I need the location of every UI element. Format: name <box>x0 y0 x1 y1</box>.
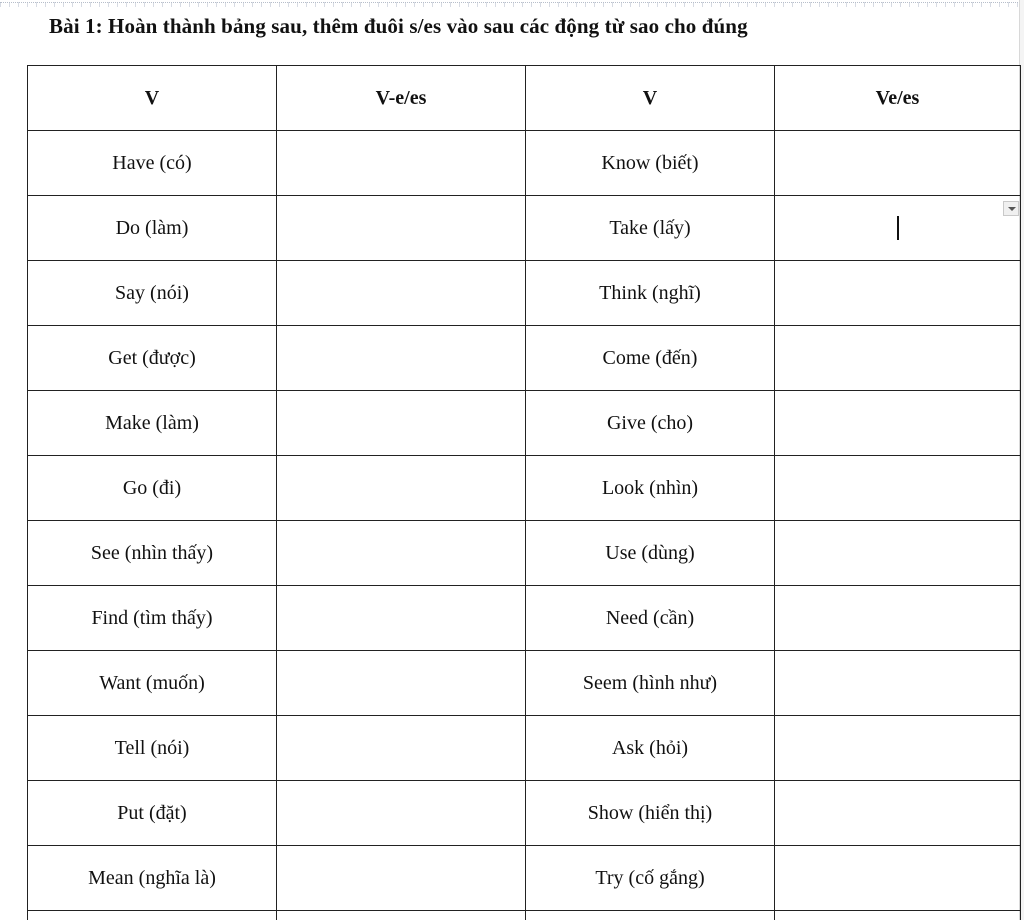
table-row <box>28 261 1021 326</box>
verb-cell: Try (cố gắng) <box>526 846 775 911</box>
answer-cell[interactable] <box>775 261 1021 326</box>
verb-cell: Come (đến) <box>526 326 775 391</box>
answer-cell[interactable] <box>277 651 526 716</box>
empty-cell <box>526 911 775 920</box>
verb-cell: Need (cần) <box>526 586 775 651</box>
table-row <box>28 131 1021 196</box>
table-row-partial <box>28 911 1021 920</box>
table-row <box>28 196 1021 261</box>
table-row <box>28 781 1021 846</box>
table-row <box>28 651 1021 716</box>
answer-cell[interactable] <box>277 131 526 196</box>
verb-cell: Seem (hình như) <box>526 651 775 716</box>
verb-cell: Tell (nói) <box>28 716 277 781</box>
verb-cell: Say (nói) <box>28 261 277 326</box>
text-cursor <box>897 216 899 240</box>
answer-cell[interactable] <box>775 521 1021 586</box>
table-row <box>28 586 1021 651</box>
answer-cell[interactable] <box>277 261 526 326</box>
header-verb-es-1: V-e/es <box>277 66 526 131</box>
verb-cell: Put (đặt) <box>28 781 277 846</box>
exercise-title: Bài 1: Hoàn thành bảng sau, thêm đuôi s/es vào sau các động từ sao cho đúng <box>49 14 748 38</box>
answer-cell[interactable] <box>775 131 1021 196</box>
answer-cell[interactable] <box>277 846 526 911</box>
answer-cell[interactable] <box>277 196 526 261</box>
answer-cell[interactable] <box>277 391 526 456</box>
answer-cell[interactable] <box>775 586 1021 651</box>
verb-cell: Think (nghĩ) <box>526 261 775 326</box>
empty-cell <box>277 911 526 920</box>
table-row <box>28 456 1021 521</box>
verb-cell: Have (có) <box>28 131 277 196</box>
table-row <box>28 521 1021 586</box>
table-header-row <box>28 66 1021 131</box>
verb-cell: Show (hiển thị) <box>526 781 775 846</box>
verb-cell: See (nhìn thấy) <box>28 521 277 586</box>
dropdown-arrow-icon[interactable] <box>1003 201 1019 216</box>
answer-cell[interactable] <box>775 846 1021 911</box>
answer-cell[interactable] <box>775 326 1021 391</box>
answer-cell[interactable] <box>775 456 1021 521</box>
answer-cell[interactable] <box>277 326 526 391</box>
verb-cell: Find (tìm thấy) <box>28 586 277 651</box>
verb-cell: Know (biết) <box>526 131 775 196</box>
answer-cell[interactable] <box>277 781 526 846</box>
verb-cell: Make (làm) <box>28 391 277 456</box>
answer-cell[interactable] <box>277 586 526 651</box>
answer-cell-active[interactable] <box>775 196 1021 261</box>
answer-cell[interactable] <box>775 651 1021 716</box>
table-row <box>28 326 1021 391</box>
verb-cell: Mean (nghĩa là) <box>28 846 277 911</box>
empty-cell <box>775 911 1021 920</box>
header-verb-es-2: Ve/es <box>775 66 1021 131</box>
header-verb-2: V <box>526 66 775 131</box>
verb-cell: Take (lấy) <box>526 196 775 261</box>
answer-cell[interactable] <box>277 456 526 521</box>
verb-table <box>27 65 1021 920</box>
verb-cell: Ask (hỏi) <box>526 716 775 781</box>
answer-cell[interactable] <box>277 521 526 586</box>
table-row <box>28 391 1021 456</box>
answer-cell[interactable] <box>775 391 1021 456</box>
verb-cell: Get (được) <box>28 326 277 391</box>
verb-cell: Use (dùng) <box>526 521 775 586</box>
answer-cell[interactable] <box>775 781 1021 846</box>
verb-cell: Give (cho) <box>526 391 775 456</box>
table-row <box>28 846 1021 911</box>
verb-cell: Do (làm) <box>28 196 277 261</box>
verb-cell: Look (nhìn) <box>526 456 775 521</box>
header-verb-1: V <box>28 66 277 131</box>
table-body <box>28 131 1021 920</box>
verb-cell: Go (đi) <box>28 456 277 521</box>
answer-cell[interactable] <box>775 716 1021 781</box>
verb-cell: Want (muốn) <box>28 651 277 716</box>
answer-cell[interactable] <box>277 716 526 781</box>
empty-cell <box>28 911 277 920</box>
table-row <box>28 716 1021 781</box>
ruler-guide <box>0 2 1024 7</box>
